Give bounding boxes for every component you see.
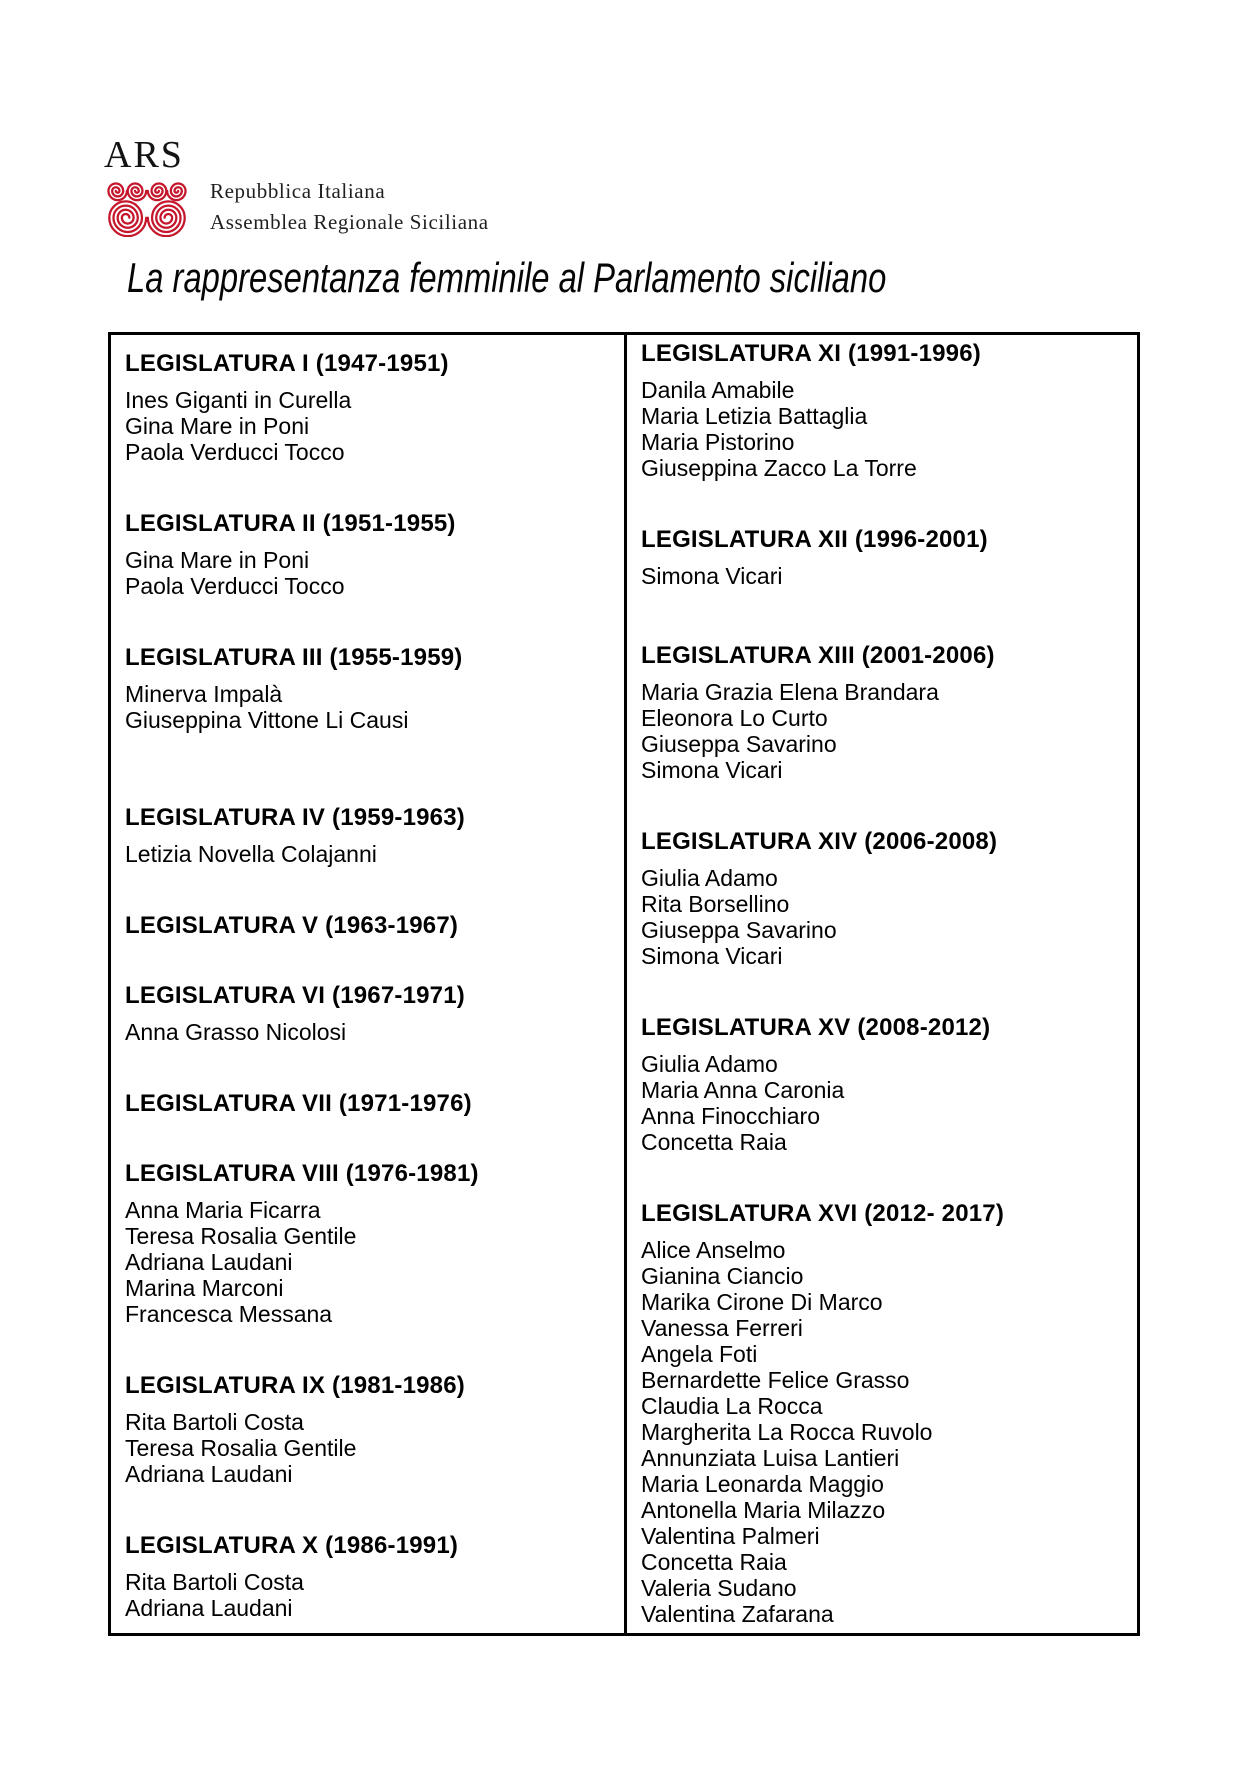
legislature-members — [641, 377, 1125, 481]
member-name: Letizia Novella Colajanni — [125, 841, 377, 867]
member-name: Valentina Palmeri — [641, 1523, 820, 1549]
legislature-heading: LEGISLATURA XIII (2001-2006) — [641, 642, 995, 669]
institution-name — [210, 176, 489, 238]
legislature-block — [125, 803, 612, 867]
member-name: Marina Marconi — [125, 1275, 284, 1301]
member-name: Anna Maria Ficarra — [125, 1197, 321, 1223]
member-name: Maria Anna Caronia — [641, 1077, 845, 1103]
legislature-members — [641, 563, 1125, 589]
member-name: Adriana Laudani — [125, 1461, 293, 1487]
legislature-block — [641, 641, 1125, 783]
member-name: Maria Leonarda Maggio — [641, 1471, 884, 1497]
member-name: Simona Vicari — [641, 563, 783, 589]
legislature-heading: LEGISLATURA II (1951-1955) — [125, 510, 456, 537]
legislature-members — [125, 547, 612, 599]
member-name: Antonella Maria Milazzo — [641, 1497, 886, 1523]
legislature-heading: LEGISLATURA V (1963-1967) — [125, 912, 459, 939]
member-name: Rita Bartoli Costa — [125, 1569, 304, 1595]
legislature-block — [125, 911, 612, 941]
member-name: Alice Anselmo — [641, 1237, 786, 1263]
legislature-block — [125, 1371, 612, 1487]
legislature-members — [641, 865, 1125, 969]
table-column-left — [111, 335, 624, 1633]
member-name: Giuseppa Savarino — [641, 731, 837, 757]
legislature-members — [125, 1019, 612, 1045]
legislature-block — [125, 1089, 612, 1119]
ars-logo — [104, 136, 189, 237]
legislature-heading: LEGISLATURA XV (2008-2012) — [641, 1014, 991, 1041]
member-name: Minerva Impalà — [125, 681, 283, 707]
legislature-block — [641, 1199, 1125, 1627]
legislature-heading: LEGISLATURA X (1986-1991) — [125, 1532, 459, 1559]
legislature-block — [641, 827, 1125, 969]
legislature-heading: LEGISLATURA XII (1996-2001) — [641, 526, 988, 553]
legislature-block — [125, 643, 612, 733]
legislatures-table — [108, 332, 1140, 1636]
legislature-block — [641, 339, 1125, 481]
legislature-block — [125, 981, 612, 1045]
member-name: Maria Pistorino — [641, 429, 795, 455]
legislature-heading: LEGISLATURA VI (1967-1971) — [125, 982, 465, 1009]
member-name: Paola Verducci Tocco — [125, 573, 345, 599]
member-name: Francesca Messana — [125, 1301, 333, 1327]
member-name: Teresa Rosalia Gentile — [125, 1223, 357, 1249]
member-name: Adriana Laudani — [125, 1595, 293, 1621]
ars-logo-text: ARS — [104, 134, 184, 176]
legislature-heading: LEGISLATURA IX (1981-1986) — [125, 1372, 465, 1399]
legislature-block — [125, 349, 612, 465]
legislature-heading: LEGISLATURA I (1947-1951) — [125, 350, 449, 377]
legislature-members — [125, 681, 612, 733]
legislature-block — [125, 509, 612, 599]
member-name: Ines Giganti in Curella — [125, 387, 352, 413]
member-name: Adriana Laudani — [125, 1249, 293, 1275]
legislature-block — [125, 1531, 612, 1621]
member-name: Anna Finocchiaro — [641, 1103, 820, 1129]
member-name: Concetta Raia — [641, 1129, 787, 1155]
ars-spiral-emblem-icon — [105, 180, 189, 237]
legislature-members — [125, 387, 612, 465]
member-name: Gina Mare in Poni — [125, 413, 310, 439]
member-name: Valeria Sudano — [641, 1575, 797, 1601]
member-name: Vanessa Ferreri — [641, 1315, 803, 1341]
member-name: Simona Vicari — [641, 757, 783, 783]
table-column-right — [624, 335, 1137, 1633]
legislature-block — [641, 525, 1125, 589]
member-name: Bernardette Felice Grasso — [641, 1367, 910, 1393]
member-name: Maria Letizia Battaglia — [641, 403, 868, 429]
member-name: Danila Amabile — [641, 377, 795, 403]
legislature-block — [125, 1159, 612, 1327]
member-name: Eleonora Lo Curto — [641, 705, 828, 731]
member-name: Giuseppina Vittone Li Causi — [125, 707, 409, 733]
legislature-heading: LEGISLATURA III (1955-1959) — [125, 644, 463, 671]
member-name: Concetta Raia — [641, 1549, 787, 1575]
legislature-members — [641, 1051, 1125, 1155]
member-name: Claudia La Rocca — [641, 1393, 823, 1419]
member-name: Giuseppina Zacco La Torre — [641, 455, 917, 481]
legislature-members — [125, 1197, 612, 1327]
member-name: Marika Cirone Di Marco — [641, 1289, 883, 1315]
member-name: Gina Mare in Poni — [125, 547, 310, 573]
member-name: Giuseppa Savarino — [641, 917, 837, 943]
member-name: Paola Verducci Tocco — [125, 439, 345, 465]
member-name: Annunziata Luisa Lantieri — [641, 1445, 900, 1471]
member-name: Giulia Adamo — [641, 865, 778, 891]
legislature-members — [125, 1409, 612, 1487]
legislature-members — [125, 1569, 612, 1621]
member-name: Angela Foti — [641, 1341, 758, 1367]
member-name: Rita Bartoli Costa — [125, 1409, 304, 1435]
legislature-heading: LEGISLATURA VII (1971-1976) — [125, 1090, 472, 1117]
legislature-members — [125, 841, 612, 867]
member-name: Valentina Zafarana — [641, 1601, 834, 1627]
member-name: Gianina Ciancio — [641, 1263, 804, 1289]
legislature-members — [641, 1237, 1125, 1627]
legislature-heading: LEGISLATURA XI (1991-1996) — [641, 340, 981, 367]
legislature-block — [641, 1013, 1125, 1155]
institution-line-1: Repubblica Italiana — [210, 179, 386, 203]
member-name: Anna Grasso Nicolosi — [125, 1019, 347, 1045]
legislature-heading: LEGISLATURA XIV (2006-2008) — [641, 828, 998, 855]
legislature-heading: LEGISLATURA XVI (2012- 2017) — [641, 1200, 1005, 1227]
legislature-members — [641, 679, 1125, 783]
member-name: Rita Borsellino — [641, 891, 790, 917]
member-name: Teresa Rosalia Gentile — [125, 1435, 357, 1461]
institution-line-2: Assemblea Regionale Siciliana — [210, 210, 489, 234]
member-name: Maria Grazia Elena Brandara — [641, 679, 939, 705]
member-name: Giulia Adamo — [641, 1051, 778, 1077]
member-name: Simona Vicari — [641, 943, 783, 969]
member-name: Margherita La Rocca Ruvolo — [641, 1419, 933, 1445]
legislature-heading: LEGISLATURA VIII (1976-1981) — [125, 1160, 479, 1187]
legislature-heading: LEGISLATURA IV (1959-1963) — [125, 804, 465, 831]
page-title: La rappresentanza femminile al Parlamento siciliano — [127, 254, 887, 301]
